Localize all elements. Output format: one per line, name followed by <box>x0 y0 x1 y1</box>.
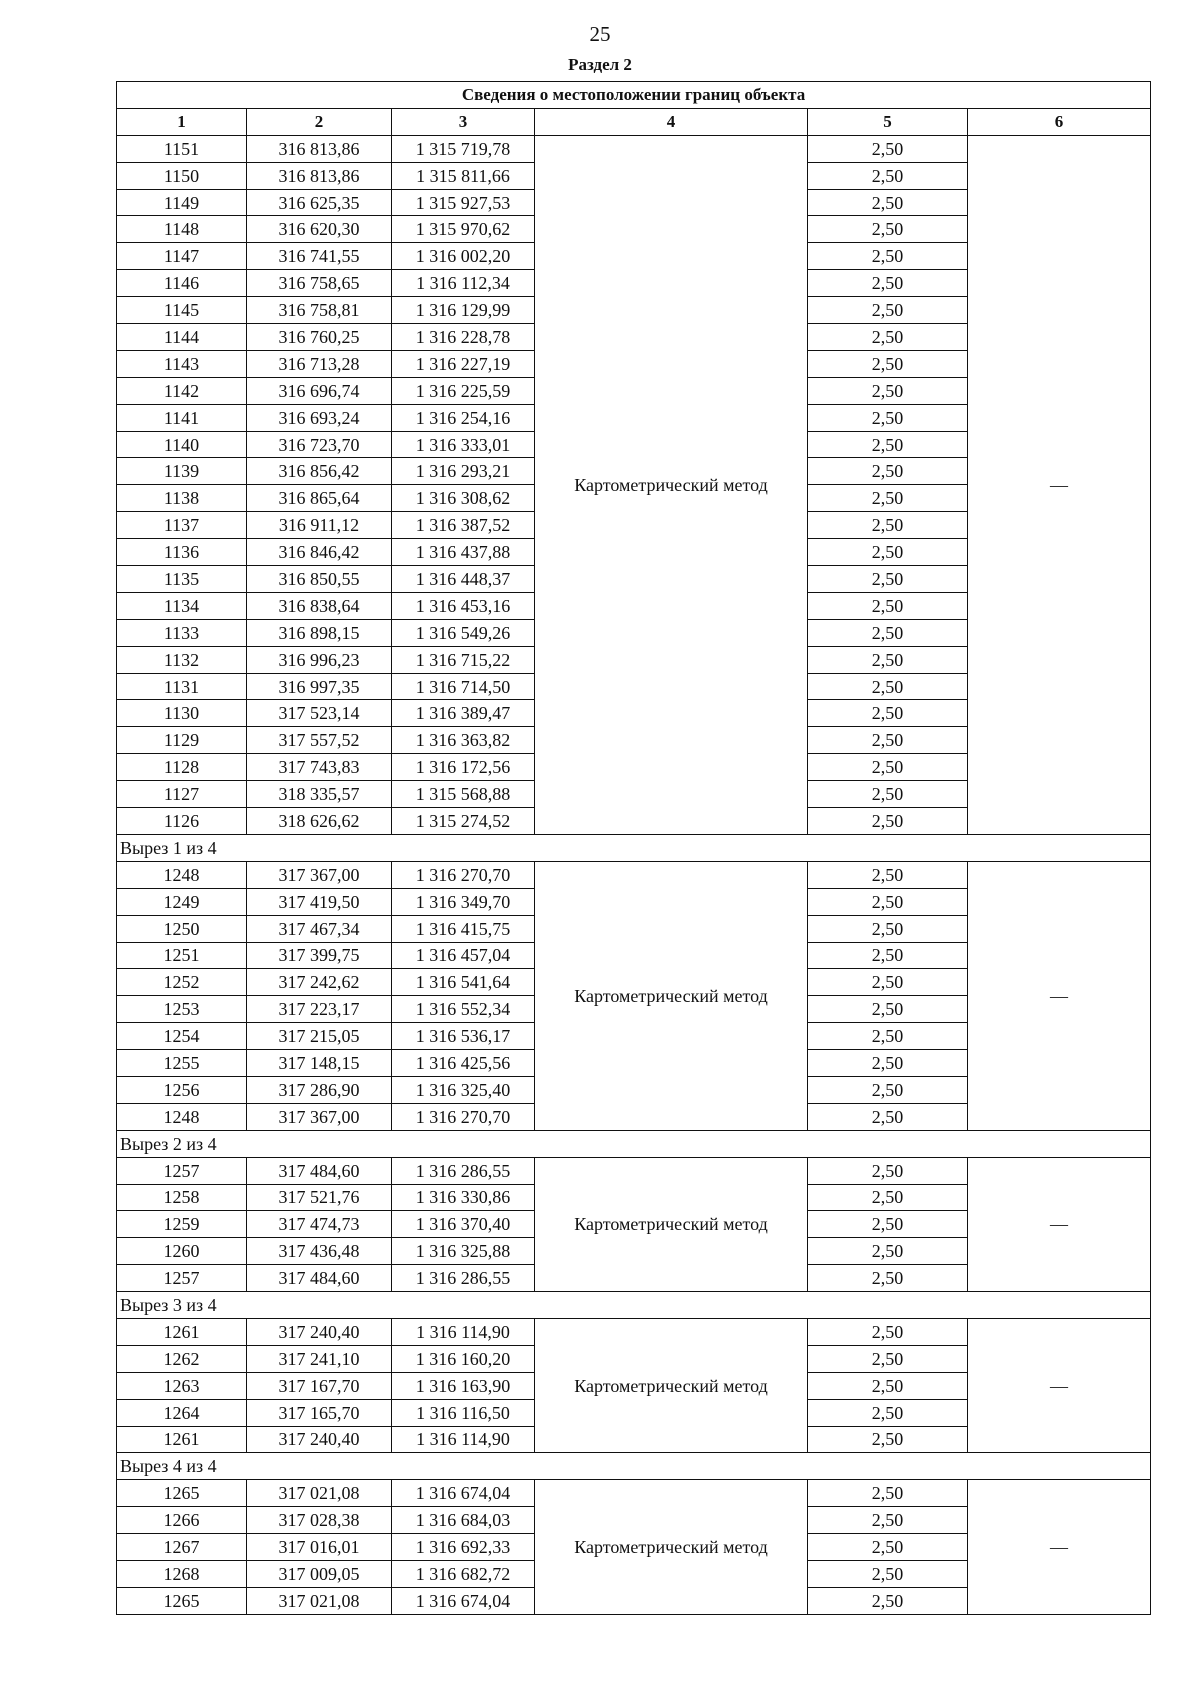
point-number-cell: 1262 <box>117 1345 247 1372</box>
x-coordinate-cell: 318 626,62 <box>247 808 392 835</box>
y-coordinate-cell: 1 316 286,55 <box>392 1265 535 1292</box>
accuracy-cell: 2,50 <box>808 700 968 727</box>
column-header: 3 <box>392 108 535 135</box>
column-header: 2 <box>247 108 392 135</box>
accuracy-cell: 2,50 <box>808 969 968 996</box>
y-coordinate-cell: 1 316 112,34 <box>392 270 535 297</box>
point-number-cell: 1127 <box>117 781 247 808</box>
x-coordinate-cell: 317 467,34 <box>247 915 392 942</box>
x-coordinate-cell: 316 838,64 <box>247 592 392 619</box>
x-coordinate-cell: 317 223,17 <box>247 996 392 1023</box>
point-number-cell: 1136 <box>117 539 247 566</box>
accuracy-cell: 2,50 <box>808 646 968 673</box>
x-coordinate-cell: 317 286,90 <box>247 1076 392 1103</box>
y-coordinate-cell: 1 315 274,52 <box>392 808 535 835</box>
table-body <box>117 135 1151 1614</box>
point-number-cell: 1126 <box>117 808 247 835</box>
point-number-cell: 1257 <box>117 1157 247 1184</box>
x-coordinate-cell: 316 911,12 <box>247 512 392 539</box>
x-coordinate-cell: 316 813,86 <box>247 162 392 189</box>
accuracy-cell: 2,50 <box>808 754 968 781</box>
x-coordinate-cell: 316 620,30 <box>247 216 392 243</box>
y-coordinate-cell: 1 316 674,04 <box>392 1587 535 1614</box>
y-coordinate-cell: 1 316 172,56 <box>392 754 535 781</box>
y-coordinate-cell: 1 316 325,40 <box>392 1076 535 1103</box>
column-header: 4 <box>535 108 808 135</box>
table-row <box>117 861 1151 888</box>
y-coordinate-cell: 1 316 448,37 <box>392 566 535 593</box>
subsection-label: Вырез 1 из 4 <box>117 834 1151 861</box>
point-number-cell: 1253 <box>117 996 247 1023</box>
accuracy-cell: 2,50 <box>808 377 968 404</box>
x-coordinate-cell: 317 242,62 <box>247 969 392 996</box>
point-number-cell: 1266 <box>117 1507 247 1534</box>
y-coordinate-cell: 1 316 349,70 <box>392 888 535 915</box>
x-coordinate-cell: 317 028,38 <box>247 1507 392 1534</box>
point-number-cell: 1129 <box>117 727 247 754</box>
y-coordinate-cell: 1 316 714,50 <box>392 673 535 700</box>
x-coordinate-cell: 317 436,48 <box>247 1238 392 1265</box>
point-number-cell: 1248 <box>117 1103 247 1130</box>
column-header: 6 <box>968 108 1151 135</box>
point-number-cell: 1133 <box>117 619 247 646</box>
y-coordinate-cell: 1 316 308,62 <box>392 485 535 512</box>
point-number-cell: 1257 <box>117 1265 247 1292</box>
y-coordinate-cell: 1 316 552,34 <box>392 996 535 1023</box>
point-number-cell: 1261 <box>117 1426 247 1453</box>
x-coordinate-cell: 317 399,75 <box>247 942 392 969</box>
y-coordinate-cell: 1 316 333,01 <box>392 431 535 458</box>
x-coordinate-cell: 317 419,50 <box>247 888 392 915</box>
y-coordinate-cell: 1 316 163,90 <box>392 1372 535 1399</box>
accuracy-cell: 2,50 <box>808 942 968 969</box>
description-cell: — <box>968 861 1151 1130</box>
accuracy-cell: 2,50 <box>808 781 968 808</box>
y-coordinate-cell: 1 316 114,90 <box>392 1426 535 1453</box>
point-number-cell: 1150 <box>117 162 247 189</box>
point-number-cell: 1134 <box>117 592 247 619</box>
accuracy-cell: 2,50 <box>808 1157 968 1184</box>
y-coordinate-cell: 1 315 719,78 <box>392 135 535 162</box>
point-number-cell: 1261 <box>117 1318 247 1345</box>
accuracy-cell: 2,50 <box>808 1023 968 1050</box>
subsection-row <box>117 1453 1151 1480</box>
point-number-cell: 1128 <box>117 754 247 781</box>
y-coordinate-cell: 1 316 453,16 <box>392 592 535 619</box>
point-number-cell: 1146 <box>117 270 247 297</box>
y-coordinate-cell: 1 316 363,82 <box>392 727 535 754</box>
accuracy-cell: 2,50 <box>808 861 968 888</box>
subsection-label: Вырез 4 из 4 <box>117 1453 1151 1480</box>
subsection-label: Вырез 2 из 4 <box>117 1130 1151 1157</box>
y-coordinate-cell: 1 316 682,72 <box>392 1560 535 1587</box>
y-coordinate-cell: 1 316 228,78 <box>392 324 535 351</box>
accuracy-cell: 2,50 <box>808 1399 968 1426</box>
point-number-cell: 1135 <box>117 566 247 593</box>
y-coordinate-cell: 1 316 549,26 <box>392 619 535 646</box>
point-number-cell: 1265 <box>117 1587 247 1614</box>
accuracy-cell: 2,50 <box>808 1076 968 1103</box>
point-number-cell: 1145 <box>117 297 247 324</box>
accuracy-cell: 2,50 <box>808 324 968 351</box>
point-number-cell: 1148 <box>117 216 247 243</box>
point-number-cell: 1143 <box>117 350 247 377</box>
x-coordinate-cell: 317 521,76 <box>247 1184 392 1211</box>
y-coordinate-cell: 1 315 927,53 <box>392 189 535 216</box>
method-cell: Картометрический метод <box>535 135 808 834</box>
accuracy-cell: 2,50 <box>808 888 968 915</box>
x-coordinate-cell: 316 758,65 <box>247 270 392 297</box>
x-coordinate-cell: 316 813,86 <box>247 135 392 162</box>
x-coordinate-cell: 316 898,15 <box>247 619 392 646</box>
y-coordinate-cell: 1 315 970,62 <box>392 216 535 243</box>
accuracy-cell: 2,50 <box>808 350 968 377</box>
point-number-cell: 1248 <box>117 861 247 888</box>
x-coordinate-cell: 317 557,52 <box>247 727 392 754</box>
x-coordinate-cell: 317 484,60 <box>247 1265 392 1292</box>
table-row <box>117 1318 1151 1345</box>
point-number-cell: 1255 <box>117 1050 247 1077</box>
accuracy-cell: 2,50 <box>808 915 968 942</box>
y-coordinate-cell: 1 316 536,17 <box>392 1023 535 1050</box>
x-coordinate-cell: 317 474,73 <box>247 1211 392 1238</box>
y-coordinate-cell: 1 316 541,64 <box>392 969 535 996</box>
point-number-cell: 1252 <box>117 969 247 996</box>
point-number-cell: 1137 <box>117 512 247 539</box>
x-coordinate-cell: 317 021,08 <box>247 1587 392 1614</box>
x-coordinate-cell: 316 758,81 <box>247 297 392 324</box>
x-coordinate-cell: 317 167,70 <box>247 1372 392 1399</box>
description-cell: — <box>968 1480 1151 1614</box>
x-coordinate-cell: 316 850,55 <box>247 566 392 593</box>
accuracy-cell: 2,50 <box>808 1480 968 1507</box>
x-coordinate-cell: 317 367,00 <box>247 861 392 888</box>
point-number-cell: 1259 <box>117 1211 247 1238</box>
y-coordinate-cell: 1 316 114,90 <box>392 1318 535 1345</box>
subsection-row <box>117 834 1151 861</box>
y-coordinate-cell: 1 316 129,99 <box>392 297 535 324</box>
accuracy-cell: 2,50 <box>808 539 968 566</box>
x-coordinate-cell: 317 240,40 <box>247 1318 392 1345</box>
accuracy-cell: 2,50 <box>808 485 968 512</box>
x-coordinate-cell: 316 693,24 <box>247 404 392 431</box>
x-coordinate-cell: 317 523,14 <box>247 700 392 727</box>
accuracy-cell: 2,50 <box>808 458 968 485</box>
point-number-cell: 1258 <box>117 1184 247 1211</box>
page-number: 25 <box>589 22 611 46</box>
accuracy-cell: 2,50 <box>808 297 968 324</box>
point-number-cell: 1132 <box>117 646 247 673</box>
x-coordinate-cell: 316 625,35 <box>247 189 392 216</box>
point-number-cell: 1260 <box>117 1238 247 1265</box>
description-cell: — <box>968 135 1151 834</box>
table-title: Сведения о местоположении границ объекта <box>117 82 1151 109</box>
y-coordinate-cell: 1 316 116,50 <box>392 1399 535 1426</box>
x-coordinate-cell: 317 215,05 <box>247 1023 392 1050</box>
y-coordinate-cell: 1 316 715,22 <box>392 646 535 673</box>
x-coordinate-cell: 316 713,28 <box>247 350 392 377</box>
point-number-cell: 1251 <box>117 942 247 969</box>
x-coordinate-cell: 317 484,60 <box>247 1157 392 1184</box>
accuracy-cell: 2,50 <box>808 1507 968 1534</box>
accuracy-cell: 2,50 <box>808 189 968 216</box>
table-row <box>117 1157 1151 1184</box>
point-number-cell: 1256 <box>117 1076 247 1103</box>
method-cell: Картометрический метод <box>535 1157 808 1291</box>
x-coordinate-cell: 316 723,70 <box>247 431 392 458</box>
point-number-cell: 1265 <box>117 1480 247 1507</box>
x-coordinate-cell: 317 241,10 <box>247 1345 392 1372</box>
table-row <box>117 135 1151 162</box>
point-number-cell: 1254 <box>117 1023 247 1050</box>
y-coordinate-cell: 1 316 254,16 <box>392 404 535 431</box>
column-header: 5 <box>808 108 968 135</box>
table-row <box>117 1480 1151 1507</box>
accuracy-cell: 2,50 <box>808 1238 968 1265</box>
method-cell: Картометрический метод <box>535 1318 808 1452</box>
accuracy-cell: 2,50 <box>808 162 968 189</box>
x-coordinate-cell: 316 696,74 <box>247 377 392 404</box>
accuracy-cell: 2,50 <box>808 1211 968 1238</box>
x-coordinate-cell: 316 846,42 <box>247 539 392 566</box>
accuracy-cell: 2,50 <box>808 673 968 700</box>
accuracy-cell: 2,50 <box>808 1426 968 1453</box>
point-number-cell: 1130 <box>117 700 247 727</box>
description-cell: — <box>968 1318 1151 1452</box>
y-coordinate-cell: 1 316 002,20 <box>392 243 535 270</box>
point-number-cell: 1139 <box>117 458 247 485</box>
y-coordinate-cell: 1 316 457,04 <box>392 942 535 969</box>
point-number-cell: 1264 <box>117 1399 247 1426</box>
column-header: 1 <box>117 108 247 135</box>
accuracy-cell: 2,50 <box>808 1103 968 1130</box>
point-number-cell: 1138 <box>117 485 247 512</box>
y-coordinate-cell: 1 315 811,66 <box>392 162 535 189</box>
column-header-row <box>117 108 1151 135</box>
point-number-cell: 1250 <box>117 915 247 942</box>
y-coordinate-cell: 1 316 330,86 <box>392 1184 535 1211</box>
accuracy-cell: 2,50 <box>808 1184 968 1211</box>
accuracy-cell: 2,50 <box>808 592 968 619</box>
accuracy-cell: 2,50 <box>808 619 968 646</box>
boundary-table <box>116 81 1151 1615</box>
y-coordinate-cell: 1 316 415,75 <box>392 915 535 942</box>
accuracy-cell: 2,50 <box>808 1560 968 1587</box>
accuracy-cell: 2,50 <box>808 1372 968 1399</box>
point-number-cell: 1151 <box>117 135 247 162</box>
accuracy-cell: 2,50 <box>808 1534 968 1561</box>
y-coordinate-cell: 1 316 286,55 <box>392 1157 535 1184</box>
point-number-cell: 1140 <box>117 431 247 458</box>
y-coordinate-cell: 1 316 227,19 <box>392 350 535 377</box>
x-coordinate-cell: 317 743,83 <box>247 754 392 781</box>
accuracy-cell: 2,50 <box>808 996 968 1023</box>
accuracy-cell: 2,50 <box>808 1587 968 1614</box>
y-coordinate-cell: 1 315 568,88 <box>392 781 535 808</box>
x-coordinate-cell: 316 996,23 <box>247 646 392 673</box>
accuracy-cell: 2,50 <box>808 727 968 754</box>
point-number-cell: 1263 <box>117 1372 247 1399</box>
x-coordinate-cell: 318 335,57 <box>247 781 392 808</box>
y-coordinate-cell: 1 316 270,70 <box>392 1103 535 1130</box>
y-coordinate-cell: 1 316 692,33 <box>392 1534 535 1561</box>
x-coordinate-cell: 316 997,35 <box>247 673 392 700</box>
y-coordinate-cell: 1 316 437,88 <box>392 539 535 566</box>
x-coordinate-cell: 317 165,70 <box>247 1399 392 1426</box>
x-coordinate-cell: 317 009,05 <box>247 1560 392 1587</box>
y-coordinate-cell: 1 316 387,52 <box>392 512 535 539</box>
accuracy-cell: 2,50 <box>808 243 968 270</box>
accuracy-cell: 2,50 <box>808 404 968 431</box>
accuracy-cell: 2,50 <box>808 216 968 243</box>
x-coordinate-cell: 316 741,55 <box>247 243 392 270</box>
point-number-cell: 1141 <box>117 404 247 431</box>
method-cell: Картометрический метод <box>535 861 808 1130</box>
y-coordinate-cell: 1 316 325,88 <box>392 1238 535 1265</box>
point-number-cell: 1268 <box>117 1560 247 1587</box>
accuracy-cell: 2,50 <box>808 1345 968 1372</box>
x-coordinate-cell: 316 760,25 <box>247 324 392 351</box>
x-coordinate-cell: 316 865,64 <box>247 485 392 512</box>
accuracy-cell: 2,50 <box>808 566 968 593</box>
x-coordinate-cell: 317 367,00 <box>247 1103 392 1130</box>
y-coordinate-cell: 1 316 389,47 <box>392 700 535 727</box>
section-title: Раздел 2 <box>568 55 632 74</box>
x-coordinate-cell: 317 021,08 <box>247 1480 392 1507</box>
point-number-cell: 1147 <box>117 243 247 270</box>
point-number-cell: 1149 <box>117 189 247 216</box>
point-number-cell: 1142 <box>117 377 247 404</box>
method-cell: Картометрический метод <box>535 1480 808 1614</box>
accuracy-cell: 2,50 <box>808 1050 968 1077</box>
x-coordinate-cell: 316 856,42 <box>247 458 392 485</box>
y-coordinate-cell: 1 316 293,21 <box>392 458 535 485</box>
accuracy-cell: 2,50 <box>808 512 968 539</box>
y-coordinate-cell: 1 316 370,40 <box>392 1211 535 1238</box>
x-coordinate-cell: 317 016,01 <box>247 1534 392 1561</box>
accuracy-cell: 2,50 <box>808 1265 968 1292</box>
y-coordinate-cell: 1 316 674,04 <box>392 1480 535 1507</box>
y-coordinate-cell: 1 316 225,59 <box>392 377 535 404</box>
subsection-label: Вырез 3 из 4 <box>117 1292 1151 1319</box>
subsection-row <box>117 1292 1151 1319</box>
accuracy-cell: 2,50 <box>808 431 968 458</box>
y-coordinate-cell: 1 316 160,20 <box>392 1345 535 1372</box>
description-cell: — <box>968 1157 1151 1291</box>
accuracy-cell: 2,50 <box>808 135 968 162</box>
x-coordinate-cell: 317 240,40 <box>247 1426 392 1453</box>
point-number-cell: 1249 <box>117 888 247 915</box>
accuracy-cell: 2,50 <box>808 808 968 835</box>
point-number-cell: 1267 <box>117 1534 247 1561</box>
subsection-row <box>117 1130 1151 1157</box>
point-number-cell: 1131 <box>117 673 247 700</box>
y-coordinate-cell: 1 316 270,70 <box>392 861 535 888</box>
x-coordinate-cell: 317 148,15 <box>247 1050 392 1077</box>
y-coordinate-cell: 1 316 425,56 <box>392 1050 535 1077</box>
point-number-cell: 1144 <box>117 324 247 351</box>
accuracy-cell: 2,50 <box>808 270 968 297</box>
accuracy-cell: 2,50 <box>808 1318 968 1345</box>
y-coordinate-cell: 1 316 684,03 <box>392 1507 535 1534</box>
